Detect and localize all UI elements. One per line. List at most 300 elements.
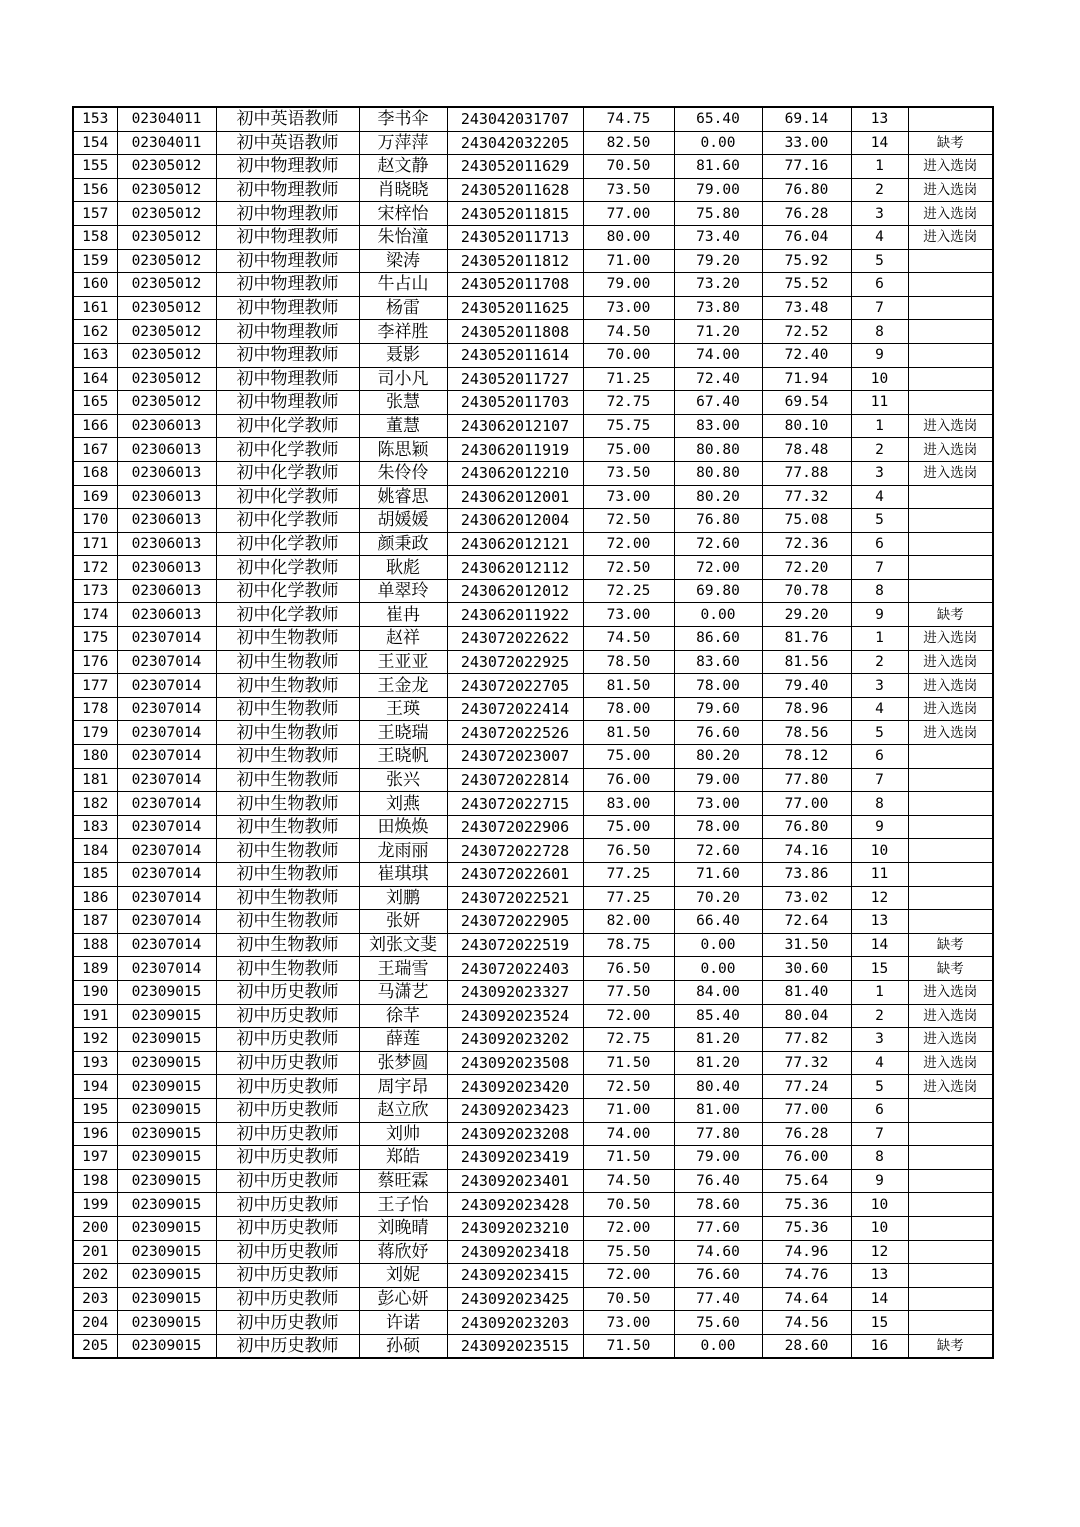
table-row xyxy=(73,1169,993,1193)
interview-score-cell: 77.60 xyxy=(674,1216,762,1240)
rank-cell: 6 xyxy=(851,532,908,556)
rank-cell: 5 xyxy=(851,721,908,745)
post-name-cell: 初中历史教师 xyxy=(216,1216,359,1240)
post-name-cell: 初中历史教师 xyxy=(216,1264,359,1288)
status-cell xyxy=(908,1146,993,1170)
post-code-cell: 02309015 xyxy=(117,1193,216,1217)
post-name-cell: 初中物理教师 xyxy=(216,273,359,297)
post-name-cell: 初中英语教师 xyxy=(216,131,359,155)
exam-number-cell: 243052011708 xyxy=(447,273,583,297)
exam-number-cell: 243092023418 xyxy=(447,1240,583,1264)
post-name-cell: 初中生物教师 xyxy=(216,933,359,957)
interview-score-cell: 79.20 xyxy=(674,249,762,273)
table-row xyxy=(73,485,993,509)
rank-cell: 15 xyxy=(851,1311,908,1335)
total-score-cell: 75.08 xyxy=(762,509,851,533)
status-cell xyxy=(908,745,993,769)
post-name-cell: 初中物理教师 xyxy=(216,178,359,202)
rank-cell: 6 xyxy=(851,745,908,769)
seq-cell: 167 xyxy=(73,438,117,462)
table-row xyxy=(73,178,993,202)
post-name-cell: 初中化学教师 xyxy=(216,485,359,509)
total-score-cell: 78.56 xyxy=(762,721,851,745)
written-score-cell: 78.50 xyxy=(583,650,674,674)
total-score-cell: 72.40 xyxy=(762,343,851,367)
post-name-cell: 初中生物教师 xyxy=(216,886,359,910)
post-code-cell: 02307014 xyxy=(117,815,216,839)
interview-score-cell: 0.00 xyxy=(674,1334,762,1358)
written-score-cell: 77.25 xyxy=(583,886,674,910)
status-cell xyxy=(908,1193,993,1217)
seq-cell: 178 xyxy=(73,697,117,721)
total-score-cell: 79.40 xyxy=(762,674,851,698)
post-name-cell: 初中历史教师 xyxy=(216,1028,359,1052)
candidate-name-cell: 刘晚晴 xyxy=(359,1216,447,1240)
status-cell: 进入选岗 xyxy=(908,721,993,745)
table-row xyxy=(73,367,993,391)
candidate-name-cell: 李祥胜 xyxy=(359,320,447,344)
status-cell xyxy=(908,792,993,816)
written-score-cell: 75.75 xyxy=(583,414,674,438)
candidate-name-cell: 周宇昂 xyxy=(359,1075,447,1099)
table-row xyxy=(73,768,993,792)
written-score-cell: 76.50 xyxy=(583,957,674,981)
candidate-name-cell: 赵祥 xyxy=(359,627,447,651)
candidate-name-cell: 胡媛媛 xyxy=(359,509,447,533)
status-cell xyxy=(908,273,993,297)
written-score-cell: 72.00 xyxy=(583,1004,674,1028)
total-score-cell: 31.50 xyxy=(762,933,851,957)
exam-number-cell: 243042031707 xyxy=(447,107,583,131)
post-name-cell: 初中生物教师 xyxy=(216,815,359,839)
total-score-cell: 75.92 xyxy=(762,249,851,273)
candidate-name-cell: 朱怡潼 xyxy=(359,225,447,249)
post-code-cell: 02307014 xyxy=(117,910,216,934)
seq-cell: 171 xyxy=(73,532,117,556)
total-score-cell: 76.28 xyxy=(762,202,851,226)
written-score-cell: 71.50 xyxy=(583,1146,674,1170)
exam-number-cell: 243092023423 xyxy=(447,1098,583,1122)
post-code-cell: 02305012 xyxy=(117,391,216,415)
post-code-cell: 02306013 xyxy=(117,461,216,485)
table-row xyxy=(73,815,993,839)
written-score-cell: 72.00 xyxy=(583,532,674,556)
status-cell: 进入选岗 xyxy=(908,202,993,226)
candidate-name-cell: 张兴 xyxy=(359,768,447,792)
table-row xyxy=(73,933,993,957)
interview-score-cell: 66.40 xyxy=(674,910,762,934)
written-score-cell: 72.00 xyxy=(583,1264,674,1288)
interview-score-cell: 72.60 xyxy=(674,532,762,556)
total-score-cell: 78.96 xyxy=(762,697,851,721)
table-row xyxy=(73,1098,993,1122)
post-name-cell: 初中历史教师 xyxy=(216,1193,359,1217)
candidate-name-cell: 彭心妍 xyxy=(359,1287,447,1311)
candidate-name-cell: 薛莲 xyxy=(359,1028,447,1052)
rank-cell: 8 xyxy=(851,1146,908,1170)
post-name-cell: 初中生物教师 xyxy=(216,674,359,698)
interview-score-cell: 76.80 xyxy=(674,509,762,533)
total-score-cell: 72.52 xyxy=(762,320,851,344)
interview-score-cell: 73.00 xyxy=(674,792,762,816)
interview-score-cell: 73.40 xyxy=(674,225,762,249)
post-name-cell: 初中历史教师 xyxy=(216,1334,359,1358)
table-row xyxy=(73,1240,993,1264)
written-score-cell: 74.50 xyxy=(583,320,674,344)
written-score-cell: 73.00 xyxy=(583,1311,674,1335)
interview-score-cell: 70.20 xyxy=(674,886,762,910)
written-score-cell: 82.50 xyxy=(583,131,674,155)
exam-number-cell: 243072022715 xyxy=(447,792,583,816)
post-name-cell: 初中生物教师 xyxy=(216,627,359,651)
interview-score-cell: 76.40 xyxy=(674,1169,762,1193)
table-row xyxy=(73,1287,993,1311)
post-name-cell: 初中化学教师 xyxy=(216,532,359,556)
post-name-cell: 初中物理教师 xyxy=(216,202,359,226)
interview-score-cell: 72.40 xyxy=(674,367,762,391)
candidate-name-cell: 单翠玲 xyxy=(359,579,447,603)
total-score-cell: 80.10 xyxy=(762,414,851,438)
post-code-cell: 02305012 xyxy=(117,249,216,273)
candidate-name-cell: 万萍萍 xyxy=(359,131,447,155)
status-cell xyxy=(908,1287,993,1311)
status-cell xyxy=(908,320,993,344)
total-score-cell: 78.48 xyxy=(762,438,851,462)
exam-number-cell: 243092023203 xyxy=(447,1311,583,1335)
total-score-cell: 81.40 xyxy=(762,980,851,1004)
rank-cell: 4 xyxy=(851,225,908,249)
candidate-name-cell: 王晓帆 xyxy=(359,745,447,769)
rank-cell: 9 xyxy=(851,815,908,839)
total-score-cell: 72.20 xyxy=(762,556,851,580)
candidate-name-cell: 王金龙 xyxy=(359,674,447,698)
seq-cell: 172 xyxy=(73,556,117,580)
exam-number-cell: 243062012012 xyxy=(447,579,583,603)
exam-number-cell: 243052011727 xyxy=(447,367,583,391)
interview-score-cell: 78.00 xyxy=(674,815,762,839)
candidate-name-cell: 刘张文斐 xyxy=(359,933,447,957)
seq-cell: 165 xyxy=(73,391,117,415)
seq-cell: 174 xyxy=(73,603,117,627)
written-score-cell: 70.50 xyxy=(583,1193,674,1217)
written-score-cell: 72.50 xyxy=(583,509,674,533)
post-code-cell: 02306013 xyxy=(117,438,216,462)
exam-number-cell: 243072022519 xyxy=(447,933,583,957)
seq-cell: 153 xyxy=(73,107,117,131)
total-score-cell: 76.80 xyxy=(762,178,851,202)
interview-score-cell: 73.20 xyxy=(674,273,762,297)
table-row xyxy=(73,745,993,769)
rank-cell: 7 xyxy=(851,556,908,580)
interview-score-cell: 65.40 xyxy=(674,107,762,131)
rank-cell: 4 xyxy=(851,697,908,721)
post-code-cell: 02306013 xyxy=(117,485,216,509)
rank-cell: 8 xyxy=(851,579,908,603)
post-name-cell: 初中历史教师 xyxy=(216,1122,359,1146)
exam-number-cell: 243092023208 xyxy=(447,1122,583,1146)
post-code-cell: 02309015 xyxy=(117,1122,216,1146)
exam-number-cell: 243062011919 xyxy=(447,438,583,462)
table-row xyxy=(73,1264,993,1288)
total-score-cell: 69.54 xyxy=(762,391,851,415)
interview-score-cell: 83.60 xyxy=(674,650,762,674)
seq-cell: 160 xyxy=(73,273,117,297)
exam-number-cell: 243052011625 xyxy=(447,296,583,320)
table-row xyxy=(73,579,993,603)
seq-cell: 189 xyxy=(73,957,117,981)
seq-cell: 168 xyxy=(73,461,117,485)
written-score-cell: 72.50 xyxy=(583,1075,674,1099)
post-name-cell: 初中生物教师 xyxy=(216,792,359,816)
interview-score-cell: 72.60 xyxy=(674,839,762,863)
status-cell: 进入选岗 xyxy=(908,1028,993,1052)
written-score-cell: 78.00 xyxy=(583,697,674,721)
seq-cell: 155 xyxy=(73,155,117,179)
status-cell: 进入选岗 xyxy=(908,980,993,1004)
total-score-cell: 71.94 xyxy=(762,367,851,391)
post-name-cell: 初中历史教师 xyxy=(216,1004,359,1028)
post-code-cell: 02305012 xyxy=(117,367,216,391)
table-row xyxy=(73,107,993,131)
status-cell: 缺考 xyxy=(908,1334,993,1358)
exam-number-cell: 243072022622 xyxy=(447,627,583,651)
rank-cell: 10 xyxy=(851,839,908,863)
rank-cell: 2 xyxy=(851,438,908,462)
candidate-name-cell: 赵立欣 xyxy=(359,1098,447,1122)
table-row xyxy=(73,957,993,981)
table-row xyxy=(73,343,993,367)
exam-number-cell: 243092023401 xyxy=(447,1169,583,1193)
seq-cell: 156 xyxy=(73,178,117,202)
seq-cell: 170 xyxy=(73,509,117,533)
post-name-cell: 初中生物教师 xyxy=(216,768,359,792)
candidate-name-cell: 张慧 xyxy=(359,391,447,415)
table-row xyxy=(73,155,993,179)
status-cell xyxy=(908,1216,993,1240)
post-code-cell: 02306013 xyxy=(117,414,216,438)
status-cell: 进入选岗 xyxy=(908,650,993,674)
exam-number-cell: 243092023425 xyxy=(447,1287,583,1311)
exam-number-cell: 243092023508 xyxy=(447,1051,583,1075)
post-code-cell: 02307014 xyxy=(117,886,216,910)
seq-cell: 180 xyxy=(73,745,117,769)
post-name-cell: 初中生物教师 xyxy=(216,745,359,769)
candidate-name-cell: 王子怡 xyxy=(359,1193,447,1217)
post-code-cell: 02305012 xyxy=(117,178,216,202)
exam-number-cell: 243072022403 xyxy=(447,957,583,981)
candidate-name-cell: 宋梓怡 xyxy=(359,202,447,226)
rank-cell: 3 xyxy=(851,674,908,698)
rank-cell: 14 xyxy=(851,131,908,155)
status-cell: 进入选岗 xyxy=(908,438,993,462)
table-row xyxy=(73,863,993,887)
written-score-cell: 80.00 xyxy=(583,225,674,249)
seq-cell: 198 xyxy=(73,1169,117,1193)
exam-number-cell: 243062012004 xyxy=(447,509,583,533)
interview-score-cell: 79.00 xyxy=(674,768,762,792)
table-row xyxy=(73,1051,993,1075)
rank-cell: 8 xyxy=(851,792,908,816)
post-code-cell: 02307014 xyxy=(117,957,216,981)
written-score-cell: 74.75 xyxy=(583,107,674,131)
post-name-cell: 初中生物教师 xyxy=(216,650,359,674)
rank-cell: 6 xyxy=(851,273,908,297)
rank-cell: 5 xyxy=(851,509,908,533)
exam-number-cell: 243062012001 xyxy=(447,485,583,509)
written-score-cell: 78.75 xyxy=(583,933,674,957)
total-score-cell: 76.80 xyxy=(762,815,851,839)
table-row xyxy=(73,532,993,556)
total-score-cell: 74.64 xyxy=(762,1287,851,1311)
rank-cell: 6 xyxy=(851,1098,908,1122)
table-row xyxy=(73,792,993,816)
exam-number-cell: 243072022414 xyxy=(447,697,583,721)
written-score-cell: 79.00 xyxy=(583,273,674,297)
status-cell xyxy=(908,910,993,934)
total-score-cell: 81.76 xyxy=(762,627,851,651)
rank-cell: 2 xyxy=(851,650,908,674)
post-name-cell: 初中历史教师 xyxy=(216,980,359,1004)
post-name-cell: 初中化学教师 xyxy=(216,438,359,462)
table-row xyxy=(73,650,993,674)
status-cell: 进入选岗 xyxy=(908,225,993,249)
exam-number-cell: 243062012121 xyxy=(447,532,583,556)
total-score-cell: 30.60 xyxy=(762,957,851,981)
table-row xyxy=(73,320,993,344)
table-row xyxy=(73,1028,993,1052)
post-code-cell: 02307014 xyxy=(117,768,216,792)
written-score-cell: 72.00 xyxy=(583,1216,674,1240)
post-code-cell: 02307014 xyxy=(117,697,216,721)
seq-cell: 193 xyxy=(73,1051,117,1075)
post-name-cell: 初中物理教师 xyxy=(216,320,359,344)
exam-number-cell: 243092023428 xyxy=(447,1193,583,1217)
status-cell xyxy=(908,391,993,415)
table-row xyxy=(73,603,993,627)
post-code-cell: 02304011 xyxy=(117,131,216,155)
exam-number-cell: 243072023007 xyxy=(447,745,583,769)
written-score-cell: 72.75 xyxy=(583,391,674,415)
total-score-cell: 74.16 xyxy=(762,839,851,863)
post-name-cell: 初中化学教师 xyxy=(216,603,359,627)
rank-cell: 14 xyxy=(851,1287,908,1311)
exam-number-cell: 243052011812 xyxy=(447,249,583,273)
rank-cell: 13 xyxy=(851,1264,908,1288)
status-cell xyxy=(908,509,993,533)
written-score-cell: 75.00 xyxy=(583,815,674,839)
post-name-cell: 初中物理教师 xyxy=(216,225,359,249)
candidate-name-cell: 崔琪琪 xyxy=(359,863,447,887)
post-code-cell: 02305012 xyxy=(117,343,216,367)
table-row xyxy=(73,910,993,934)
status-cell xyxy=(908,296,993,320)
seq-cell: 163 xyxy=(73,343,117,367)
candidate-name-cell: 颜秉政 xyxy=(359,532,447,556)
exam-number-cell: 243062012107 xyxy=(447,414,583,438)
candidate-name-cell: 蒋欣妤 xyxy=(359,1240,447,1264)
rank-cell: 3 xyxy=(851,1028,908,1052)
rank-cell: 12 xyxy=(851,886,908,910)
post-code-cell: 02305012 xyxy=(117,296,216,320)
candidate-name-cell: 杨雷 xyxy=(359,296,447,320)
interview-score-cell: 0.00 xyxy=(674,933,762,957)
exam-number-cell: 243092023202 xyxy=(447,1028,583,1052)
written-score-cell: 73.50 xyxy=(583,461,674,485)
interview-score-cell: 80.80 xyxy=(674,461,762,485)
post-code-cell: 02306013 xyxy=(117,603,216,627)
status-cell xyxy=(908,863,993,887)
post-name-cell: 初中生物教师 xyxy=(216,839,359,863)
exam-number-cell: 243052011815 xyxy=(447,202,583,226)
rank-cell: 7 xyxy=(851,296,908,320)
post-code-cell: 02306013 xyxy=(117,579,216,603)
seq-cell: 179 xyxy=(73,721,117,745)
status-cell xyxy=(908,839,993,863)
status-cell: 进入选岗 xyxy=(908,178,993,202)
post-name-cell: 初中历史教师 xyxy=(216,1098,359,1122)
seq-cell: 154 xyxy=(73,131,117,155)
total-score-cell: 29.20 xyxy=(762,603,851,627)
rank-cell: 4 xyxy=(851,1051,908,1075)
seq-cell: 187 xyxy=(73,910,117,934)
table-row xyxy=(73,1334,993,1358)
post-name-cell: 初中化学教师 xyxy=(216,579,359,603)
written-score-cell: 75.00 xyxy=(583,745,674,769)
candidate-name-cell: 孙硕 xyxy=(359,1334,447,1358)
post-code-cell: 02309015 xyxy=(117,1216,216,1240)
written-score-cell: 83.00 xyxy=(583,792,674,816)
written-score-cell: 75.00 xyxy=(583,438,674,462)
seq-cell: 164 xyxy=(73,367,117,391)
total-score-cell: 77.24 xyxy=(762,1075,851,1099)
candidate-name-cell: 王瑞雪 xyxy=(359,957,447,981)
written-score-cell: 73.00 xyxy=(583,485,674,509)
candidate-name-cell: 梁涛 xyxy=(359,249,447,273)
exam-number-cell: 243052011628 xyxy=(447,178,583,202)
table-row xyxy=(73,461,993,485)
rank-cell: 10 xyxy=(851,367,908,391)
rank-cell: 10 xyxy=(851,1193,908,1217)
candidate-name-cell: 肖晓晓 xyxy=(359,178,447,202)
post-name-cell: 初中化学教师 xyxy=(216,414,359,438)
seq-cell: 203 xyxy=(73,1287,117,1311)
seq-cell: 204 xyxy=(73,1311,117,1335)
interview-score-cell: 86.60 xyxy=(674,627,762,651)
interview-score-cell: 71.20 xyxy=(674,320,762,344)
table-row xyxy=(73,1193,993,1217)
total-score-cell: 77.16 xyxy=(762,155,851,179)
rank-cell: 9 xyxy=(851,1169,908,1193)
post-code-cell: 02309015 xyxy=(117,1287,216,1311)
status-cell: 进入选岗 xyxy=(908,697,993,721)
total-score-cell: 78.12 xyxy=(762,745,851,769)
rank-cell: 2 xyxy=(851,1004,908,1028)
status-cell xyxy=(908,886,993,910)
candidate-name-cell: 李书伞 xyxy=(359,107,447,131)
table-row xyxy=(73,202,993,226)
written-score-cell: 72.75 xyxy=(583,1028,674,1052)
post-name-cell: 初中物理教师 xyxy=(216,367,359,391)
rank-cell: 13 xyxy=(851,910,908,934)
post-code-cell: 02309015 xyxy=(117,980,216,1004)
post-code-cell: 02307014 xyxy=(117,863,216,887)
seq-cell: 188 xyxy=(73,933,117,957)
rank-cell: 1 xyxy=(851,627,908,651)
rank-cell: 4 xyxy=(851,485,908,509)
written-score-cell: 73.50 xyxy=(583,178,674,202)
table-row xyxy=(73,509,993,533)
total-score-cell: 69.14 xyxy=(762,107,851,131)
